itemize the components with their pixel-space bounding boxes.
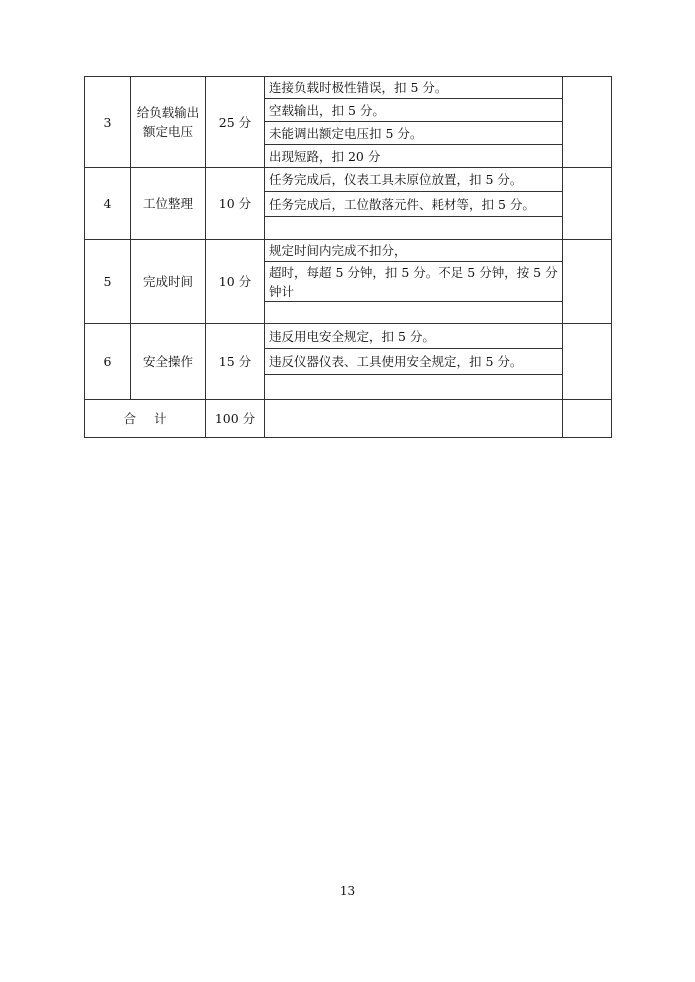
total-criteria-cell — [265, 400, 563, 438]
criterion: 任务完成后，仪表工具未原位放置，扣 5 分。 — [265, 168, 563, 192]
total-row — [85, 400, 612, 438]
criterion: 违反用电安全规定，扣 5 分。 — [265, 324, 563, 349]
scoring-table — [84, 76, 612, 438]
table-row — [85, 240, 612, 262]
item-score: 25 分 — [206, 77, 265, 168]
page-number: 13 — [339, 884, 356, 898]
earned-score-cell — [563, 240, 612, 324]
criterion: 未能调出额定电压扣 5 分。 — [265, 122, 563, 145]
criterion: 空载输出，扣 5 分。 — [265, 99, 563, 122]
item-name: 给负载输出额定电压 — [131, 77, 206, 168]
row-number: 6 — [85, 324, 131, 400]
earned-score-cell — [563, 324, 612, 400]
row-number: 5 — [85, 240, 131, 324]
item-score: 10 分 — [206, 168, 265, 240]
row-number: 4 — [85, 168, 131, 240]
criterion — [265, 217, 563, 240]
criterion: 规定时间内完成不扣分， — [265, 240, 563, 262]
item-name: 安全操作 — [131, 324, 206, 400]
table-row — [85, 168, 612, 192]
criterion: 连接负载时极性错误，扣 5 分。 — [265, 77, 563, 99]
item-score: 15 分 — [206, 324, 265, 400]
total-label-cell — [85, 400, 206, 438]
item-name: 工位整理 — [131, 168, 206, 240]
criterion — [265, 375, 563, 400]
earned-score-cell — [563, 77, 612, 168]
criterion: 任务完成后，工位散落元件、耗材等，扣 5 分。 — [265, 192, 563, 217]
item-score: 10 分 — [206, 240, 265, 324]
table-row — [85, 324, 612, 349]
criterion: 出现短路，扣 20 分 — [265, 145, 563, 168]
earned-score-cell — [563, 168, 612, 240]
total-score: 100 分 — [206, 400, 265, 438]
criterion: 超时，每超 5 分钟，扣 5 分。不足 5 分钟，按 5 分钟计 — [265, 262, 563, 302]
row-number: 3 — [85, 77, 131, 168]
criterion — [265, 302, 563, 324]
total-earned-cell — [563, 400, 612, 438]
table-row — [85, 77, 612, 99]
total-label: 合计 — [123, 411, 185, 426]
item-name: 完成时间 — [131, 240, 206, 324]
criterion: 违反仪器仪表、工具使用安全规定，扣 5 分。 — [265, 349, 563, 375]
